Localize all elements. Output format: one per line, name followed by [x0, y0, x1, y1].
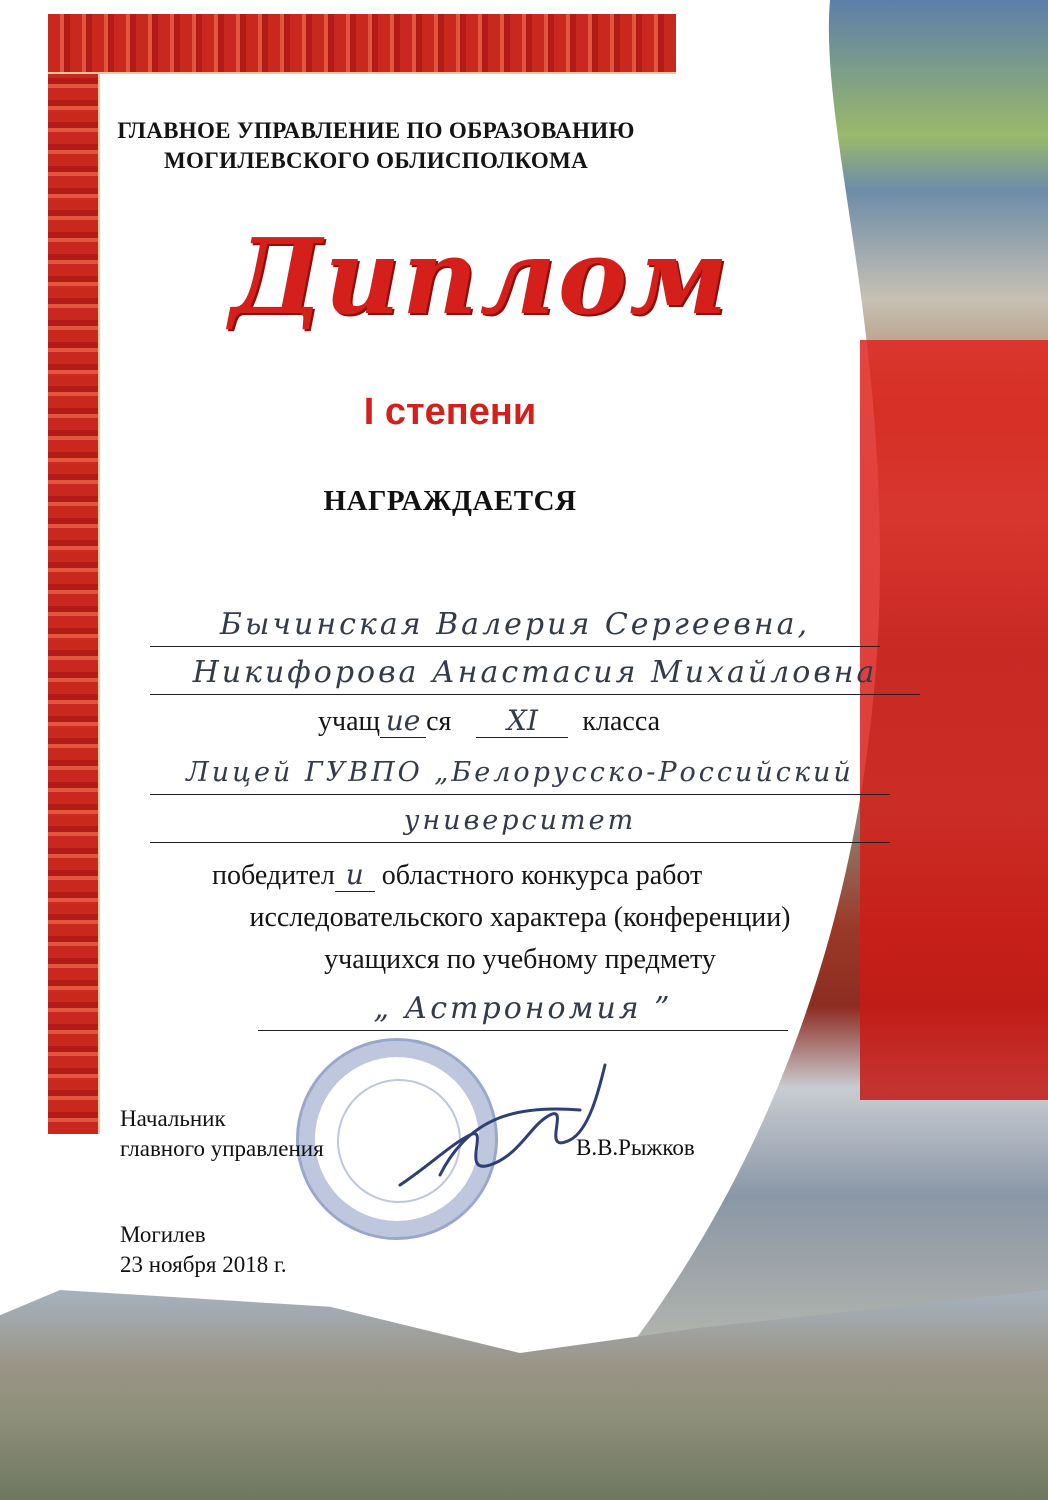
city-photo-collage-bottom [0, 1290, 1048, 1500]
students-after: ся [426, 706, 452, 737]
students-class-line [318, 704, 660, 740]
signatory-name: В.В.Рыжков [576, 1135, 695, 1160]
winner-prefix: победител [212, 860, 335, 891]
students-suffix-fill: ие [380, 705, 426, 738]
ornament-border-left [48, 14, 100, 1134]
handwritten-signature [380, 1055, 620, 1205]
signatory-position-line-2: главного управления [120, 1136, 324, 1161]
diploma-title: Диплом [230, 215, 731, 338]
issue-place: Могилев [120, 1222, 206, 1247]
winner-line-1 [212, 858, 702, 894]
subject-field: „ Астрономия ” [258, 988, 788, 1031]
place-and-date [120, 1220, 287, 1280]
class-word: класса [582, 706, 661, 737]
awarded-label: НАГРАЖДАЕТСЯ [323, 485, 577, 517]
winner-rest: областного конкурса работ [374, 860, 703, 891]
class-number-fill: XI [476, 705, 568, 738]
red-banner-decoration [860, 340, 1048, 1100]
diploma-degree: I степени [363, 391, 537, 433]
recipient-name-1: Бычинская Валерия Сергеевна, [150, 604, 880, 647]
issuer-line-1: ГЛАВНОЕ УПРАВЛЕНИЕ ПО ОБРАЗОВАНИЮ [117, 118, 635, 143]
signatory-position-line-1: Начальник [120, 1106, 226, 1131]
school-line-1: Лицей ГУВПО „Белорусско-Российский [150, 752, 890, 795]
winner-line-2: исследовательского характера (конференции) [249, 902, 791, 933]
winner-line-3: учащихся по учебному предмету [324, 944, 716, 975]
signatory-position [120, 1104, 324, 1164]
ornament-border-top [48, 14, 676, 74]
issue-date: 23 ноября 2018 г. [120, 1252, 287, 1277]
students-prefix: учащ [318, 706, 381, 737]
recipient-name-2: Никифорова Анастасия Михайловна [150, 652, 920, 695]
issuer-header [96, 116, 656, 176]
issuer-line-2: МОГИЛЕВСКОГО ОБЛИСПОЛКОМА [164, 148, 588, 173]
school-line-2: университет [150, 800, 890, 843]
winner-fill: и [335, 859, 375, 892]
